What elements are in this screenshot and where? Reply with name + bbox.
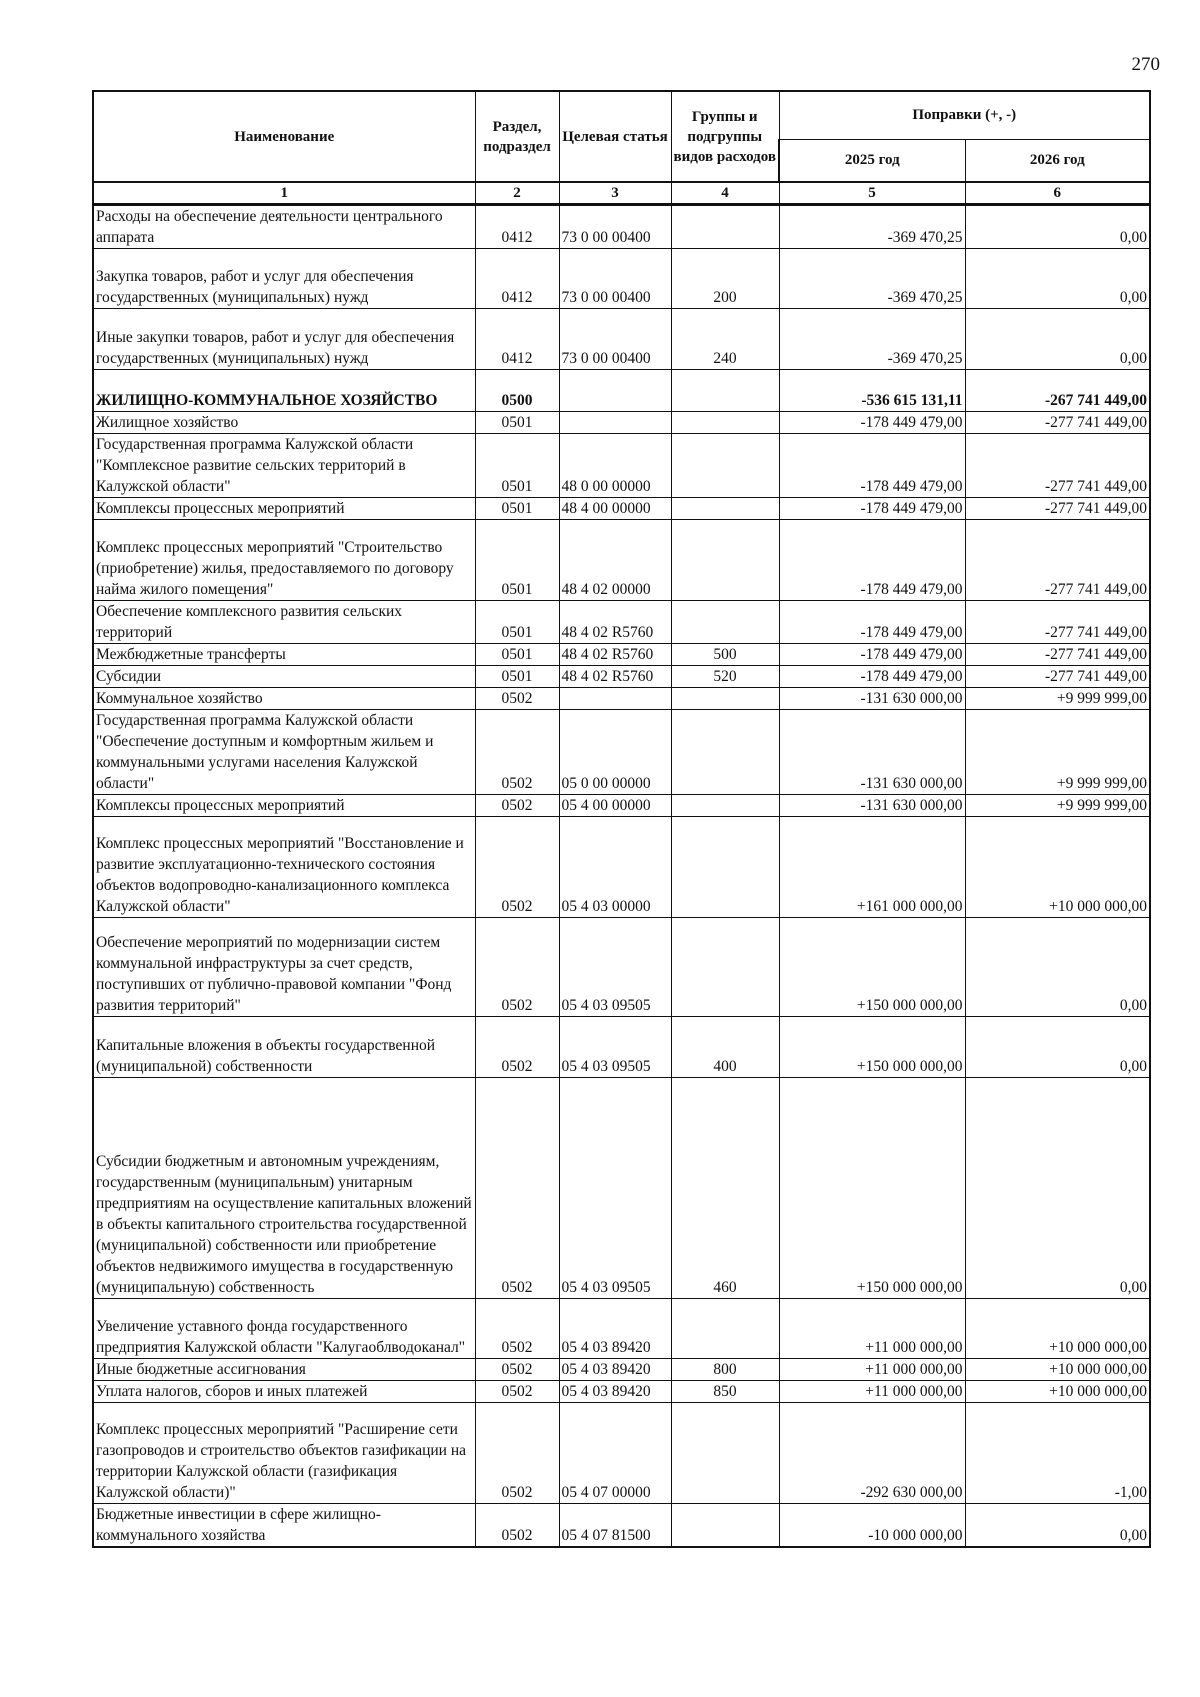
cell-group [671,1403,779,1504]
table-row [93,1299,1150,1359]
cell-article [559,412,671,434]
cell-section: 0502 [475,1504,559,1548]
table-row [93,309,1150,370]
cell-2025: -292 630 000,00 [779,1403,965,1504]
cell-2026: 0,00 [965,205,1150,249]
cell-2026: +9 999 999,00 [965,795,1150,817]
cell-article [559,688,671,710]
header-amendments: Поправки (+, -) [779,91,1150,139]
cell-name: Государственная программа Калужской области "Обеспечение доступным и комфортным жильем и коммунальными услугами населения Калужской области" [93,710,475,795]
cell-2026: 0,00 [965,918,1150,1017]
cell-section: 0502 [475,918,559,1017]
cell-group: 240 [671,309,779,370]
cell-section: 0502 [475,1078,559,1299]
cell-article: 48 4 02 R5760 [559,666,671,688]
cell-article: 05 4 03 89420 [559,1381,671,1403]
cell-2025: -369 470,25 [779,205,965,249]
cell-2026: -277 741 449,00 [965,412,1150,434]
cell-group [671,520,779,601]
cell-article: 05 4 03 09505 [559,918,671,1017]
cell-2025: -369 470,25 [779,249,965,309]
cell-article: 05 4 03 89420 [559,1299,671,1359]
cell-name: ЖИЛИЩНО-КОММУНАЛЬНОЕ ХОЗЯЙСТВО [93,370,475,412]
cell-2026: 0,00 [965,1504,1150,1548]
cell-2026: +10 000 000,00 [965,1359,1150,1381]
cell-2026: -277 741 449,00 [965,498,1150,520]
table-row [93,434,1150,498]
cell-name: Уплата налогов, сборов и иных платежей [93,1381,475,1403]
table-row [93,795,1150,817]
cell-article: 05 4 07 81500 [559,1504,671,1548]
cell-section: 0502 [475,710,559,795]
cell-group [671,601,779,644]
cell-2026: +10 000 000,00 [965,817,1150,918]
table-row [93,918,1150,1017]
cell-name: Комплекс процессных мероприятий "Восстановление и развитие эксплуатационно-технического состояния объектов водопроводно-канализационного комплекса Калужской области" [93,817,475,918]
table-row [93,688,1150,710]
header-year-2025: 2025 год [779,139,965,182]
cell-section: 0502 [475,1359,559,1381]
cell-article: 05 4 03 89420 [559,1359,671,1381]
cell-article [559,370,671,412]
cell-name: Комплексы процессных мероприятий [93,498,475,520]
cell-2025: -131 630 000,00 [779,795,965,817]
table-row [93,498,1150,520]
cell-section: 0501 [475,412,559,434]
cell-name: Государственная программа Калужской области "Комплексное развитие сельских территорий в Калужской области" [93,434,475,498]
cell-section: 0412 [475,309,559,370]
cell-2026: -1,00 [965,1403,1150,1504]
cell-2026: +10 000 000,00 [965,1381,1150,1403]
cell-2025: -178 449 479,00 [779,601,965,644]
cell-2025: -178 449 479,00 [779,434,965,498]
cell-section: 0412 [475,205,559,249]
cell-article: 48 4 00 00000 [559,498,671,520]
table-row [93,1381,1150,1403]
cell-2026: 0,00 [965,249,1150,309]
cell-group: 520 [671,666,779,688]
cell-2025: +150 000 000,00 [779,1017,965,1078]
cell-2025: +11 000 000,00 [779,1359,965,1381]
cell-group [671,795,779,817]
cell-2025: -10 000 000,00 [779,1504,965,1548]
cell-article: 05 4 07 00000 [559,1403,671,1504]
table-row [93,1359,1150,1381]
header-groups: Группы и подгруппы видов расходов [671,91,779,182]
cell-2025: -178 449 479,00 [779,666,965,688]
cell-name: Межбюджетные трансферты [93,644,475,666]
table-row [93,817,1150,918]
header-year-2026: 2026 год [965,139,1150,182]
cell-name: Иные бюджетные ассигнования [93,1359,475,1381]
table-row [93,1403,1150,1504]
cell-section: 0501 [475,434,559,498]
cell-2025: +11 000 000,00 [779,1299,965,1359]
header-article: Целевая статья [559,91,671,182]
cell-article: 73 0 00 00400 [559,309,671,370]
cell-name: Расходы на обеспечение деятельности центрального аппарата [93,205,475,249]
cell-2025: -131 630 000,00 [779,688,965,710]
cell-2026: -277 741 449,00 [965,434,1150,498]
cell-section: 0501 [475,498,559,520]
cell-2026: 0,00 [965,309,1150,370]
cell-group [671,205,779,249]
cell-article: 05 4 03 09505 [559,1078,671,1299]
cell-group: 200 [671,249,779,309]
cell-group [671,817,779,918]
cell-name: Бюджетные инвестиции в сфере жилищно-коммунального хозяйства [93,1504,475,1548]
cell-2026: 0,00 [965,1078,1150,1299]
cell-name: Закупка товаров, работ и услуг для обеспечения государственных (муниципальных) нужд [93,249,475,309]
cell-section: 0501 [475,601,559,644]
cell-name: Коммунальное хозяйство [93,688,475,710]
cell-2026: +9 999 999,00 [965,710,1150,795]
table-row [93,205,1150,249]
colnum-1: 1 [93,182,475,205]
cell-section: 0502 [475,1381,559,1403]
cell-name: Субсидии бюджетным и автономным учреждениям, государственным (муниципальным) унитарным предприятиям на осуществление капитальных вложений в объекты капитального строительства государственной (муниципальной) собственности или приобретение объектов недвижимого имущества в государственную (муниципальную) собственность [93,1078,475,1299]
cell-section: 0501 [475,644,559,666]
cell-name: Увеличение уставного фонда государственного предприятия Калужской области "Калугаоблводоканал" [93,1299,475,1359]
cell-group [671,370,779,412]
table-row [93,644,1150,666]
cell-article: 05 4 03 00000 [559,817,671,918]
cell-section: 0502 [475,1017,559,1078]
cell-name: Обеспечение мероприятий по модернизации систем коммунальной инфраструктуры за счет средств, поступивших от публично-правовой компании "Фонд развития территорий" [93,918,475,1017]
cell-group [671,710,779,795]
cell-article: 48 4 02 R5760 [559,644,671,666]
cell-article: 05 0 00 00000 [559,710,671,795]
cell-group [671,412,779,434]
cell-2026: +9 999 999,00 [965,688,1150,710]
cell-2025: -178 449 479,00 [779,644,965,666]
table-row [93,601,1150,644]
cell-section: 0502 [475,817,559,918]
table-row [93,370,1150,412]
cell-name: Капитальные вложения в объекты государственной (муниципальной) собственности [93,1017,475,1078]
cell-group [671,1299,779,1359]
budget-amendments-table [92,90,1151,1548]
cell-article: 05 4 00 00000 [559,795,671,817]
cell-name: Комплексы процессных мероприятий [93,795,475,817]
cell-2025: -536 615 131,11 [779,370,965,412]
cell-article: 05 4 03 09505 [559,1017,671,1078]
cell-name: Субсидии [93,666,475,688]
table-row [93,1017,1150,1078]
cell-group [671,688,779,710]
cell-name: Иные закупки товаров, работ и услуг для обеспечения государственных (муниципальных) нужд [93,309,475,370]
cell-2026: -277 741 449,00 [965,520,1150,601]
table-body [93,205,1150,1548]
cell-2025: +150 000 000,00 [779,1078,965,1299]
cell-group: 800 [671,1359,779,1381]
colnum-3: 3 [559,182,671,205]
cell-2026: -277 741 449,00 [965,644,1150,666]
page-number: 270 [1131,54,1160,75]
table-row [93,412,1150,434]
cell-group: 460 [671,1078,779,1299]
cell-2025: -131 630 000,00 [779,710,965,795]
cell-section: 0501 [475,666,559,688]
cell-2025: -369 470,25 [779,309,965,370]
colnum-2: 2 [475,182,559,205]
colnum-5: 5 [779,182,965,205]
cell-2025: +150 000 000,00 [779,918,965,1017]
cell-2025: -178 449 479,00 [779,498,965,520]
cell-group: 400 [671,1017,779,1078]
cell-article: 73 0 00 00400 [559,205,671,249]
cell-2026: 0,00 [965,1017,1150,1078]
cell-article: 48 4 02 R5760 [559,601,671,644]
cell-section: 0502 [475,688,559,710]
cell-2025: +11 000 000,00 [779,1381,965,1403]
table-row [93,249,1150,309]
colnum-6: 6 [965,182,1150,205]
table-row [93,666,1150,688]
cell-section: 0502 [475,1403,559,1504]
cell-2026: +10 000 000,00 [965,1299,1150,1359]
cell-group: 500 [671,644,779,666]
cell-2025: -178 449 479,00 [779,520,965,601]
cell-article: 73 0 00 00400 [559,249,671,309]
cell-article: 48 4 02 00000 [559,520,671,601]
cell-name: Комплекс процессных мероприятий "Расширение сети газопроводов и строительство объектов газификации на территории Калужской области (газификация Калужской области)" [93,1403,475,1504]
cell-group [671,918,779,1017]
cell-section: 0502 [475,795,559,817]
cell-group [671,1504,779,1548]
cell-section: 0412 [475,249,559,309]
table-row [93,1504,1150,1548]
cell-name: Комплекс процессных мероприятий "Строительство (приобретение) жилья, предоставляемого по договору найма жилого помещения" [93,520,475,601]
cell-2026: -277 741 449,00 [965,666,1150,688]
cell-name: Обеспечение комплексного развития сельских территорий [93,601,475,644]
cell-group: 850 [671,1381,779,1403]
header-name: Наименование [93,91,475,182]
cell-2026: -267 741 449,00 [965,370,1150,412]
colnum-4: 4 [671,182,779,205]
cell-section: 0502 [475,1299,559,1359]
table-row [93,1078,1150,1299]
cell-section: 0501 [475,520,559,601]
cell-article: 48 0 00 00000 [559,434,671,498]
cell-2026: -277 741 449,00 [965,601,1150,644]
cell-group [671,434,779,498]
table-row [93,710,1150,795]
table-row [93,520,1150,601]
cell-2025: +161 000 000,00 [779,817,965,918]
cell-section: 0500 [475,370,559,412]
cell-name: Жилищное хозяйство [93,412,475,434]
cell-2025: -178 449 479,00 [779,412,965,434]
header-section: Раздел, подраздел [475,91,559,182]
cell-group [671,498,779,520]
